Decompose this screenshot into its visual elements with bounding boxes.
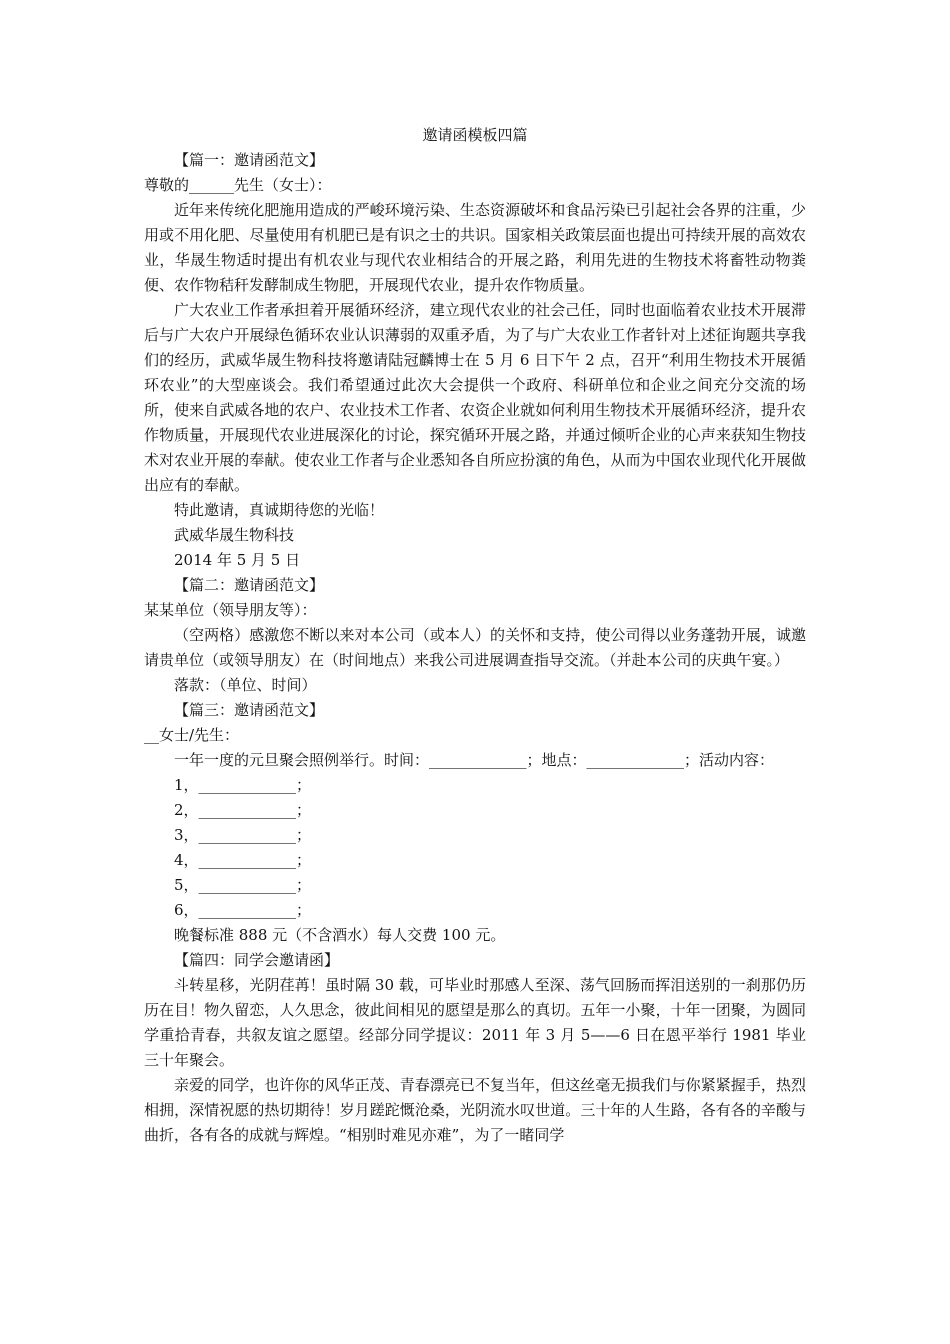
section-1-date: 2014 年 5 月 5 日 — [174, 551, 301, 569]
section-1-paragraph-2: 广大农业工作者承担着开展循环经济，建立现代农业的社会己任，同时也面临着农业技术开展滞后与广大农户开展绿色循环农业认识薄弱的双重矛盾，为了与广大农业工作者针对上述征询题共享我们的经历，武威华晟生物科技将邀请陆冠麟博士在 5 月 6 日下午 2 点，召开“利用生物技术开展循环农业”的大型座谈会。我们希望通过此次大会提供一个政府、科研单位和企业之间充分交流的场所，使来自武威各地的农户、农业技术工作者、农资企业就如何利用生物技术开展循环经济，提升农作物质量，开展现代农业进展深化的讨论，探究循环开展之路，并通过倾听企业的心声来获知生物技术对农业开展的奉献。使农业工作者与企业悉知各自所应扮演的角色，从而为中国农业现代化开展做出应有的奉献。 — [144, 301, 806, 494]
section-2-heading: 【篇二：邀请函范文】 — [174, 576, 325, 594]
section-4-heading: 【篇四：同学会邀请函】 — [174, 951, 340, 969]
list-item: 2，_____________； — [174, 801, 312, 819]
list-item: 5，_____________； — [174, 876, 312, 894]
section-2-salutation: 某某单位（领导朋友等）： — [144, 601, 317, 619]
section-1-signature: 武威华晟生物科技 — [174, 526, 295, 544]
section-2-signoff: 落款：（单位、时间） — [174, 676, 317, 694]
document-title: 邀请函模板四篇 — [422, 126, 528, 144]
section-1-heading: 【篇一：邀请函范文】 — [174, 151, 325, 169]
section-3-activity-list — [144, 773, 806, 923]
section-3-heading: 【篇三：邀请函范文】 — [174, 701, 325, 719]
section-1-salutation: 尊敬的______先生（女士）： — [144, 176, 332, 194]
section-3-note: 晚餐标准 888 元（不含酒水）每人交费 100 元。 — [174, 926, 506, 944]
section-3-paragraph-1: 一年一度的元旦聚会照例举行。时间：_____________；地点：_____________；活动内容： — [174, 751, 775, 769]
list-item: 4，_____________； — [174, 851, 312, 869]
section-4-paragraph-2: 亲爱的同学，也许你的风华正茂、青春漂亮已不复当年，但这丝毫无损我们与你紧紧握手，热烈相拥，深情祝愿的热切期待！岁月蹉跎慨沧桑，光阴流水叹世道。三十年的人生路，各有各的辛酸与曲折，各有各的成就与辉煌。“相别时难见亦难”，为了一睹同学 — [144, 1076, 806, 1144]
list-item: 3，_____________； — [174, 826, 312, 844]
section-2-paragraph-1: （空两格）感激您不断以来对本公司（或本人）的关怀和支持，使公司得以业务蓬勃开展，诚邀请贵单位（或领导朋友）在（时间地点）来我公司进展调查指导交流。（并赴本公司的庆典午宴。） — [144, 626, 806, 669]
section-3-salutation: __女士/先生： — [144, 726, 240, 744]
section-1-paragraph-1: 近年来传统化肥施用造成的严峻环境污染、生态资源破坏和食品污染已引起社会各界的注重，少用或不用化肥、尽量使用有机肥已是有识之士的共识。国家相关政策层面也提出可持续开展的高效农业，华晟生物适时提出有机农业与现代农业相结合的开展之路，利用先进的生物技术将畜牲动物粪便、农作物秸秆发酵制成生物肥，开展现代农业，提升农作物质量。 — [144, 201, 806, 294]
section-4-paragraph-1: 斗转星移，光阴荏苒！虽时隔 30 载，可毕业时那感人至深、荡气回肠而挥泪送别的一刹那仍历历在目！物久留恋，人久思念，彼此间相见的愿望是那么的真切。五年一小聚，十年一团聚，为圆同学重拾青春，共叙友谊之愿望。经部分同学提议：2011 年 3 月 5——6 日在恩平举行 1981 毕业三十年聚会。 — [144, 976, 806, 1069]
section-1-closing: 特此邀请，真诚期待您的光临！ — [174, 501, 385, 519]
list-item: 1，_____________； — [174, 776, 312, 794]
list-item: 6，_____________； — [174, 901, 312, 919]
